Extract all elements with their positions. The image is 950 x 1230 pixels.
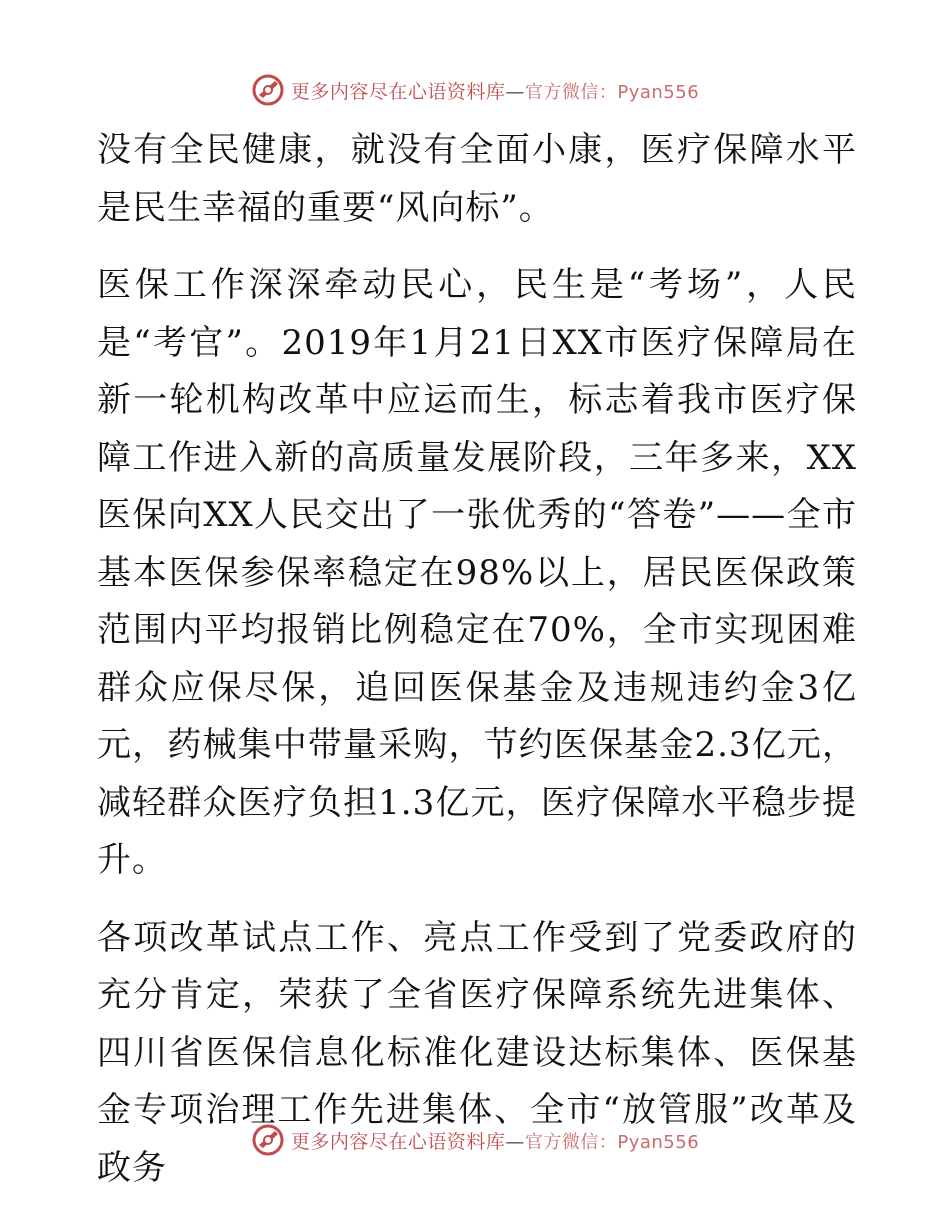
footer-banner-text	[291, 1127, 699, 1154]
footer-banner	[0, 1120, 950, 1160]
footer-banner-sub: 官方微信：Pyan556	[524, 1131, 700, 1153]
header-watermark	[251, 73, 699, 107]
brand-logo-icon	[251, 1123, 285, 1157]
document-body	[97, 122, 857, 1197]
paragraph-3: 各项改革试点工作、亮点工作受到了党委政府的充分肯定，荣获了全省医疗保障系统先进集体、四川省医保信息化标准化建设达标集体、医保基金专项治理工作先进集体、全市“放管服”改革及政务	[97, 917, 857, 1188]
paragraph-1: 没有全民健康，就没有全面小康，医疗保障水平是民生幸福的重要“风向标”。	[97, 130, 857, 228]
header-banner-dash: —	[505, 80, 525, 103]
header-banner-main: 更多内容尽在心语资料库	[290, 80, 506, 103]
brand-logo-icon	[251, 73, 285, 107]
header-banner	[0, 70, 950, 110]
footer-banner-dash: —	[505, 1130, 525, 1153]
paragraph-2: 医保工作深深牵动民心，民生是“考场”，人民是“考官”。2019年1月21日XX市医疗保障局在新一轮机构改革中应运而生，标志着我市医疗保障工作进入新的高质量发展阶段，三年多来，XX医保向XX人民交出了一张优秀的“答卷”——全市基本医保参保率稳定在98%以上，居民医保政策范围内平均报销比例稳定在70%，全市实现困难群众应保尽保，追回医保基金及违规违约金3亿元，药械集中带量采购，节约医保基金2.3亿元，减轻群众医疗负担1.3亿元，医疗保障水平稳步提升。	[97, 265, 857, 880]
header-banner-text	[291, 77, 699, 104]
header-banner-sub: 官方微信：Pyan556	[524, 81, 700, 103]
footer-banner-main: 更多内容尽在心语资料库	[290, 1130, 506, 1153]
footer-watermark	[251, 1123, 699, 1157]
